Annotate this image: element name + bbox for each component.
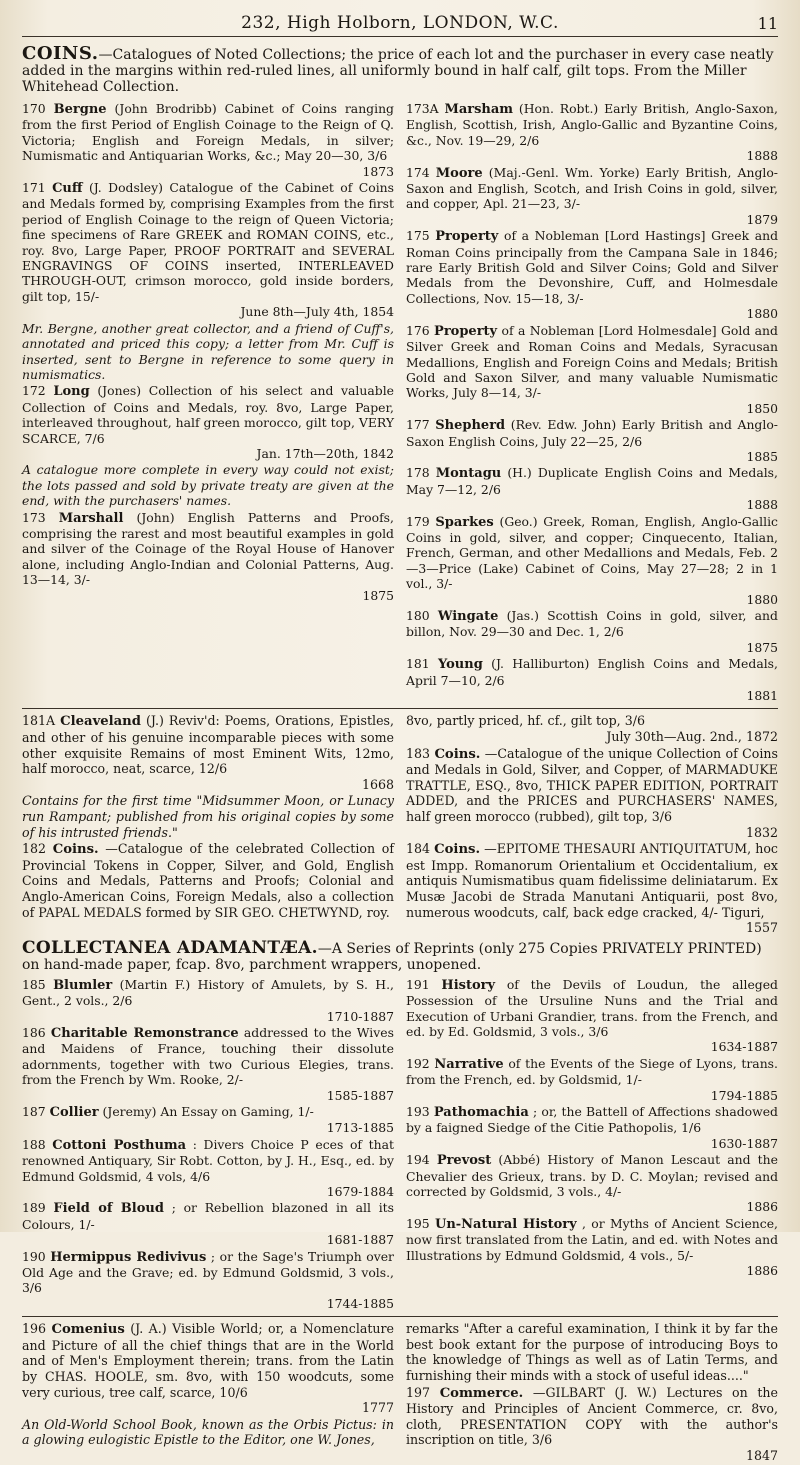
entry-date: 1681-1887 [326,1232,394,1248]
entry-date: 1850 [746,400,778,416]
catalogue-entry [406,841,778,936]
entry-number: 181 [406,656,430,672]
entry-description: (J. Dodsley) Catalogue of the Cabinet of Coins and Medals formed by, comprising Examples from the first period of English Coinage to the reign of Queen Victoria; fine specimens of Rare GREEK and ROMAN COINS, etc., roy. 8vo, Large Paper, PROOF PORTRAIT and SEVERAL ENGRAVINGS OF COINS inserted, INTERLEAVED THROUGH-OUT, crimson morocco, gold inside borders, gilt top, 15/- [22,180,394,304]
catalogue-entry [22,1321,394,1416]
collectanea-text: —A Series of Reprints (only 275 Copies PRIVATELY PRINTED) on hand-made paper, fcap. 8vo, parchment wrappers, unopened. [22,940,762,974]
entry-description: (Jeremy) An Essay on Gaming, 1/- [102,1104,314,1119]
entry-date: 1668 [361,776,394,792]
catalogue-entry [406,1056,778,1103]
section-4 [22,1321,778,1464]
entry-description: (Geo.) Greek, Roman, English, Anglo-Gallic Coins in gold, silver, and copper; Cinquecento, Italian, French, German, and other Medallions and Medals, Feb. 2—3—Price (Lake) Cabinet of Coins, May 27—28; 2 in 1 vol., 3/- [406,513,778,592]
catalogue-entry [22,383,394,461]
catalogue-entry [22,1025,394,1103]
catalogue-entry [406,746,778,841]
entry-number: 180 [406,608,430,623]
entry-number: 183 [406,745,431,761]
entry-number: 173 [22,509,46,525]
catalogue-entry [22,1137,394,1200]
entry-number: 190 [22,1248,46,1264]
entry-description: —GILBART (J. W.) Lectures on the History and Principles of Ancient Commerce, cr. 8vo, cloth, PRESENTATION COPY with the author's inscription on title, 3/6 [406,1384,778,1448]
entry-number: 175 [406,228,430,244]
entry-number: 187 [22,1104,46,1119]
section-4-left-column [22,1321,394,1464]
entry-date: 1885 [746,448,778,464]
entry-title: Narrative [434,1056,504,1072]
entry-title: Property [435,229,499,245]
entry-description: (J. Halliburton) English Coins and Medals, April 7—10, 2/6 [406,656,778,688]
entry-title: Coins. [52,842,99,858]
entry-title: Comenius [51,1322,125,1338]
catalogue-entry [406,656,778,703]
entry-note-text: An Old-World School Book, known as the Orbis Pictus: in a glowing eulogistic Epistle to the Editor, one W. Jones, [22,1416,394,1448]
entry-date: 1630-1887 [710,1135,778,1151]
section-1-left-column [22,101,394,704]
entry-note [22,321,394,383]
catalogue-entry [406,417,778,464]
entry-number: 185 [22,976,46,992]
entry-title: Cottoni Posthuma [52,1137,187,1153]
catalogue-entry [22,977,394,1024]
entry-date: 1888 [746,497,778,513]
entry-description: , or Myths of Ancient Science, now first translated from the Latin, and ed. with Notes and Illustrations by Edmund Goldsmid, 4 vols., 5/- [406,1215,778,1263]
entry-number: 186 [22,1024,46,1040]
catalogue-entry [406,228,778,321]
entry-date: 1557 [745,920,778,936]
entry-note-text: Mr. Bergne, another great collector, and a friend of Cuff's, annotated and priced this copy; a letter from Mr. Cuff is inserted, sent to Bergne in reference to some query in numismatics. [22,320,394,382]
entry-description: (Hon. Robt.) Early British, Anglo-Saxon, English, Scottish, Irish, Anglo-Gallic and Byzantine Coins, &c., Nov. 19—29, 2/6 [406,101,778,148]
section-2-left-column [22,713,394,936]
entry-date: 1881 [746,688,778,704]
entry-description: of a Nobleman [Lord Holmesdale] Gold and Silver Greek and Roman Coins and Medals, Syracusan Medallions, English and Foreign Coins and Medals; British Gold and Saxon Silver, and many valuable Numismatic Works, July 8—14, 3/- [406,322,778,401]
entry-date: 1879 [746,211,778,227]
collectanea-lead: COLLECTANEA ADAMANTÆA. [22,937,318,958]
entry-title: Long [53,384,90,400]
entry-title: Young [437,657,483,673]
entry-description: (H.) Duplicate English Coins and Medals, May 7—12, 2/6 [406,465,778,497]
entry-number: 178 [406,465,430,481]
entry-date: 1634-1887 [710,1039,778,1055]
entry-description: 8vo, partly priced, hf. cf., gilt top, 3/6 [406,713,645,729]
catalogue-entry [406,514,778,607]
entry-description: (Jones) Collection of his select and valuable Collection of Coins and Medals, roy. 8vo, Large Paper, interleaved throughout, half green morocco, gilt top, VERY SCARCE, 7/6 [22,383,394,446]
entry-description: (Jas.) Scottish Coins in gold, silver, and billon, Nov. 29—30 and Dec. 1, 2/6 [406,608,778,640]
entry-date: July 30th—Aug. 2nd., 1872 [606,729,778,745]
catalogue-entry [406,1152,778,1215]
entry-title: Blumler [53,977,113,993]
catalogue-entry [406,1104,778,1151]
entry-number: 184 [406,841,431,857]
entry-date: 1886 [746,1263,778,1279]
entry-description: —Catalogue of the celebrated Collection of Provincial Tokens in Copper, Silver, and Gold, English Coins and Medals, Patterns and Proofs; Colonial and Anglo-American Coins, Foreign Medals, also a collection of PAPAL MEDALS formed by SIR GEO. CHETWYND, roy. [22,841,394,920]
entry-description: (J. A.) Visible World; or, a Nomenclature and Picture of all the chief things that are in the World and of Men's Employment therein; trans. from the Latin by CHAS. HOOLE, sm. 8vo, with 150 woodcuts, some very curious, tree calf, scarce, 10/6 [22,1321,394,1400]
entry-number: 173A [406,101,439,116]
entry-title: Cuff [52,181,83,197]
catalogue-entry [406,1216,778,1279]
entry-title: Montagu [435,466,502,482]
entry-description: —Catalogue of the unique Collection of Coins and Medals in Gold, Silver, and Copper, of MARMADUKE TRATTLE, ESQ., 8vo, THICK PAPER EDITION, PORTRAIT ADDED, and the PRICES and PURCHASERS' NAMES, half green morocco (rubbed), gilt top, 3/6 [406,745,778,824]
entry-number: 182 [22,841,47,857]
collectanea-heading [22,937,778,974]
entry-date: 1888 [746,148,778,164]
coins-intro [22,43,778,95]
entry-date: Jan. 17th—20th, 1842 [256,445,394,461]
page-number: 11 [757,13,778,33]
divider [22,1316,778,1317]
entry-number: 172 [22,383,46,399]
catalogue-entry [22,1200,394,1247]
entry-description: (John) English Patterns and Proofs, comprising the rarest and most beautiful examples in gold and silver of the Coinage of the Royal House of Hanover alone, including Anglo-Indian and Colonial Patterns, Aug. 13—14, 3/- [22,509,394,588]
entry-description: : Divers Choice P eces of that renowned Antiquary, Sir Robt. Cotton, by J. H., Esq., ed. by Edmund Goldsmid, 4 vols, 4/6 [22,1136,394,1184]
entry-date: 1880 [746,306,778,322]
entry-description: —EPITOME THESAURI ANTIQUITATUM, hoc est Impp. Romanorum Orientalium et Occidentalium, ex antiquis Numismatibus quam fidelissime deliniatarum. Ex Musæ Jacobi de Strada Manutani Antiquarii, post 8vo, numerous woodcuts, calf, back edge cracked, 4/- Tiguri, [406,841,778,920]
entry-number: 176 [406,322,430,338]
section-4-right-column [406,1321,778,1464]
entry-title: Hermippus Redivivus [50,1249,207,1265]
entry-date: 1777 [361,1400,394,1416]
entry-title: Moore [435,165,483,181]
entry-date: 1794-1885 [710,1087,778,1103]
entry-title: Property [434,323,498,339]
entry-date: 1679-1884 [326,1184,394,1200]
entry-description: addressed to the Wives and Maidens of France, touching their dissolute adornments, together with two Curious Elegies, trans. from the French by Wm. Rooke, 2/- [22,1024,394,1088]
section-3 [22,977,778,1313]
entry-title: Commerce. [439,1385,524,1401]
entry-description: ; or Rebellion blazoned in all its Colours, 1/- [22,1200,395,1232]
entry-description: remarks "After a careful examination, I think it by far the best book extant for the purpose of introducing Boys to the knowledge of Things as well as of Latin Terms, and furnishing their minds with a stock of useful ideas...." [406,1321,778,1384]
entry-number: 194 [406,1152,430,1168]
entry-date: 1710-1887 [326,1008,394,1024]
entry-number: 170 [22,101,46,116]
entry-title: Coins. [434,842,481,858]
entry-date: 1886 [746,1199,778,1215]
entry-title: Prevost [436,1153,492,1169]
catalogue-entry [406,101,778,164]
catalogue-entry [22,180,394,320]
entry-number: 188 [22,1136,46,1152]
entry-description: (J.) Reviv'd: Poems, Orations, Epistles, and other of his genuine incomparable pieces with some other exquisite Remains of most Eminent Wits, 12mo, half morocco, neat, scarce, 12/6 [22,713,394,777]
entry-title: Charitable Remonstrance [50,1025,239,1041]
divider [22,708,778,709]
catalogue-entry [406,977,778,1055]
entry-description: (Martin F.) History of Amulets, by S. H., Gent., 2 vols., 2/6 [22,976,394,1009]
entry-date: 1744-1885 [326,1295,394,1311]
entry-date: 1585-1887 [326,1087,394,1103]
catalogue-entry [22,101,394,179]
section-2 [22,713,778,936]
entry-description: (John Brodribb) Cabinet of Coins ranging from the first Period of English Coinage to the Reign of Q. Victoria; English and Foreign Medals, in silver; Numismatic and Antiquarian Works, &c.; May 20—30, 3/6 [22,101,394,164]
catalogue-entry [22,713,394,792]
entry-description: (Rev. Edw. John) Early British and Anglo-Saxon English Coins, July 22—25, 2/6 [406,417,778,449]
catalogue-entry [22,510,394,603]
entry-note-text: A catalogue more complete in every way could not exist; the lots passed and sold by private treaty are given at the end, with the purchasers' names. [22,462,394,509]
section-2-right-column [406,713,778,936]
entry-date: 1875 [746,639,778,655]
header-address: 232, High Holborn, LONDON, W.C. [241,13,559,33]
entry-number: 181A [22,713,56,729]
entry-date: 1873 [362,163,394,179]
entry-number: 192 [406,1055,430,1071]
section-3-left-column [22,977,394,1313]
entry-title: Un-Natural History [434,1216,577,1232]
entry-number: 171 [22,180,46,196]
entry-note [22,1417,394,1448]
entry-title: Pathomachia [433,1105,529,1120]
entry-number: 196 [22,1321,47,1337]
catalogue-entry [22,841,394,920]
entry-description: (Abbé) History of Manon Lescaut and the Chevalier des Grieux, trans. by D. C. Moylan; revised and corrected by Goldsmid, 3 vols., 4/- [406,1152,778,1200]
entry-description: ; or, the Battell of Affections shadowed by a faigned Siedge of the Citie Pathopolis, 1/6 [406,1104,778,1136]
entry-title: Collier [49,1105,99,1120]
entry-description: of the Devils of Loudun, the alleged Possession of the Ursuline Nuns and the Trial and Execution of Urbani Grandier, trans. from the French, and ed. by Ed. Goldsmid, 3 vols., 3/6 [406,976,778,1039]
entry-date: 1832 [745,824,778,840]
entry-number: 193 [406,1104,430,1119]
catalogue-entry [22,1249,394,1312]
coins-intro-lead: COINS. [22,43,99,64]
entry-number: 174 [406,164,430,180]
section-1-right-column [406,101,778,704]
entry-date: 1713-1885 [326,1120,394,1136]
entry-title: Marshall [58,510,124,526]
entry-note [22,793,394,840]
entry-title: Cleaveland [60,714,141,730]
catalogue-entry [406,1321,778,1383]
coins-intro-text: —Catalogues of Noted Collections; the price of each lot and the purchaser in every case neatly added in the margins within red-ruled lines, all uniformly bound in half calf, gilt tops. From the Miller Whitehead Collection. [22,47,774,95]
entry-number: 179 [406,513,430,529]
entry-date: 1880 [746,591,778,607]
entry-title: Wingate [437,609,499,624]
entry-title: Field of Bloud [53,1201,164,1217]
entry-description: ; or the Sage's Triumph over Old Age and the Grave; ed. by Edmund Goldsmid, 3 vols., 3/6 [22,1248,394,1296]
entry-title: Bergne [53,102,107,117]
entry-description: (Maj.-Genl. Wm. Yorke) Early British, Anglo-Saxon and English, Scotch, and Irish Coins in gold, silver, and copper, Apl. 21—23, 3/- [406,164,778,212]
entry-title: Coins. [434,746,481,762]
catalogue-entry [406,323,778,416]
section-1 [22,101,778,704]
entry-title: Sparkes [435,514,494,530]
page-header [22,10,778,37]
entry-number: 189 [22,1200,46,1216]
entry-date: 1847 [745,1448,778,1464]
entry-number: 197 [406,1384,431,1400]
entry-title: History [441,977,496,993]
entry-note [22,462,394,508]
entry-note-text: Contains for the first time "Midsummer Moon, or Lunacy run Rampant; published from his original copies by some of his intrusted friends." [22,793,394,840]
catalogue-entry [406,165,778,228]
catalogue-entry [22,1104,394,1136]
entry-number: 191 [406,976,430,992]
entry-date: June 8th—July 4th, 1854 [240,304,394,320]
entry-date: 1875 [362,587,394,603]
catalogue-entry [406,713,778,744]
entry-description: of a Nobleman [Lord Hastings] Greek and Roman Coins principally from the Campana Sale in 1846; rare Early British Gold and Silver Coins; Gold and Silver Medals from the Devonshire, Cuff, and Holmesdale Collections, Nov. 15—18, 3/- [406,228,778,306]
catalogue-entry [406,608,778,655]
entry-description: of the Events of the Siege of Lyons, trans. from the French, ed. by Goldsmid, 1/- [406,1055,778,1088]
entry-title: Marsham [444,102,514,117]
entry-number: 177 [406,417,430,433]
entry-number: 195 [406,1215,430,1231]
section-3-right-column [406,977,778,1313]
catalogue-entry [406,1385,778,1464]
catalogue-entry [406,465,778,512]
entry-title: Shepherd [435,418,506,434]
